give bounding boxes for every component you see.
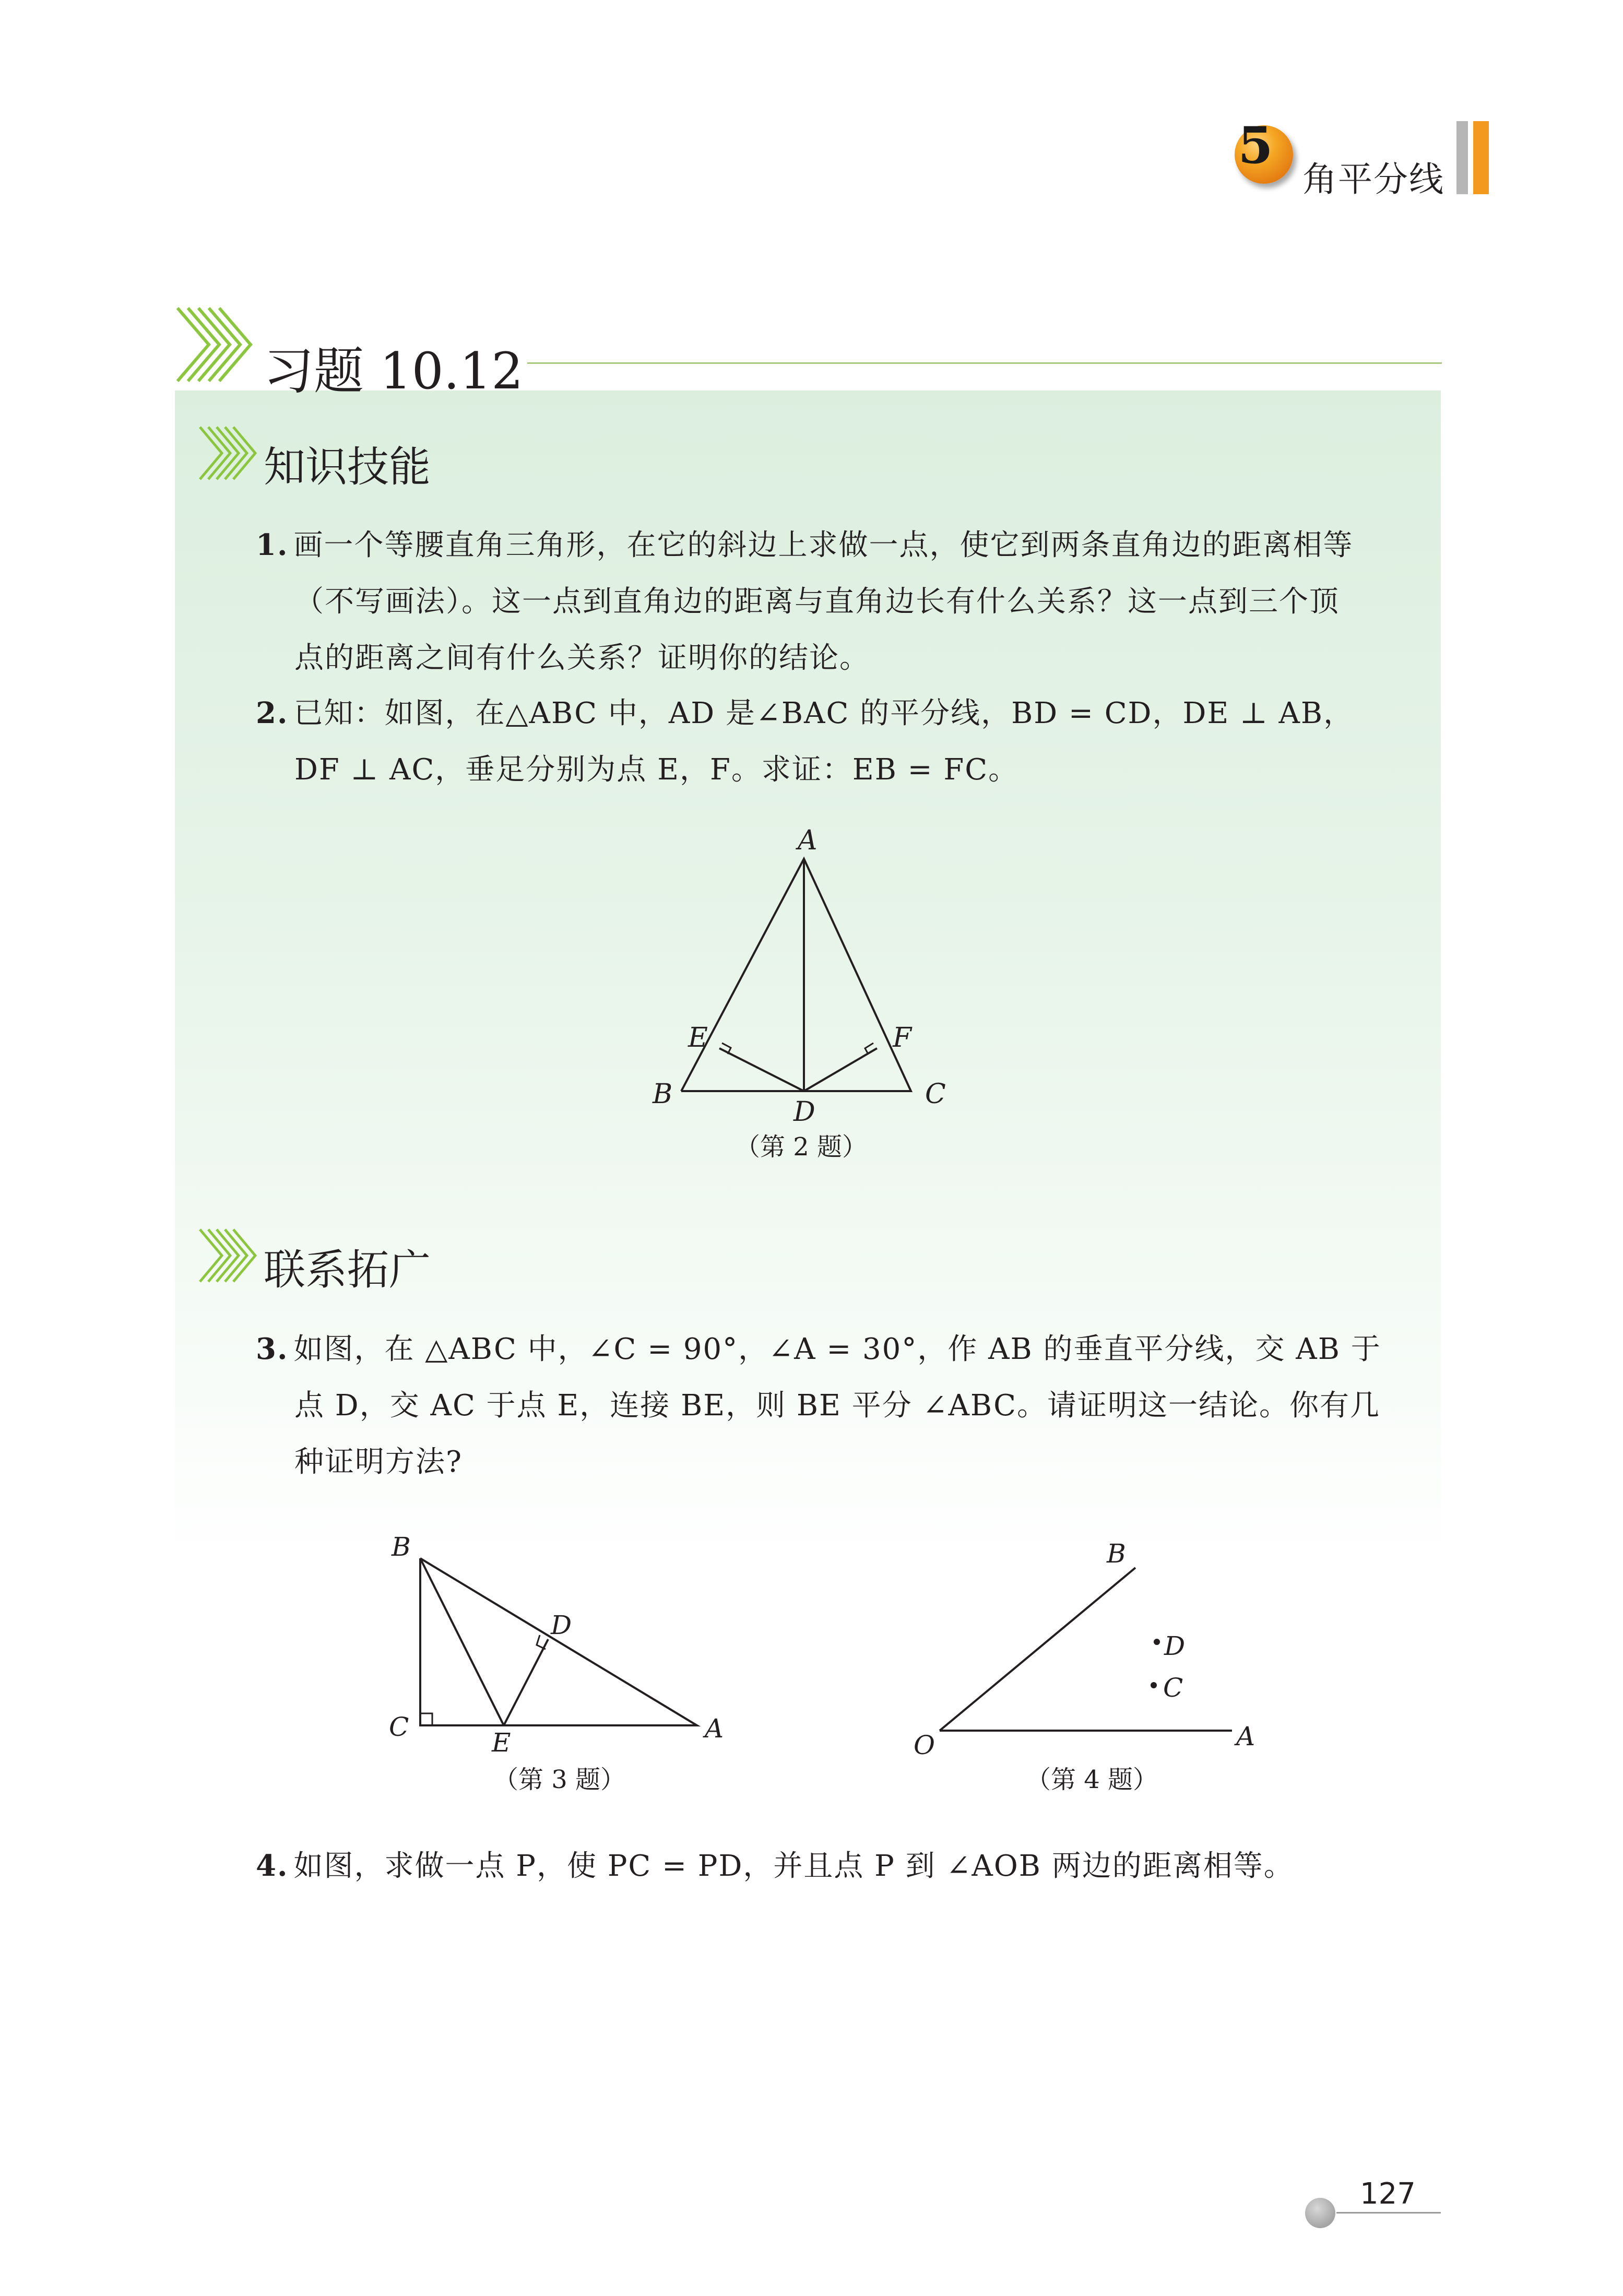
figure-4-caption: （第 4 题）: [1026, 1765, 1158, 1794]
figure-3: [376, 1527, 752, 1757]
problem-text: DF ⊥ AC，垂足分别为点 E，F。求证：EB = FC。: [294, 753, 1019, 787]
problem-4: [256, 1838, 1430, 1895]
problem-text: （不写画法）。这一点到直角边的距离与直角边长有什么关系？这一点到三个顶: [294, 585, 1340, 619]
problem-text: 画一个等腰直角三角形，在它的斜边上求做一点，使它到两条直角边的距离相等: [293, 528, 1354, 562]
figure-3-caption: （第 3 题）: [493, 1765, 626, 1794]
page-number: 127: [1360, 2177, 1416, 2211]
problem-number: 4.: [256, 1849, 289, 1883]
label-c: C: [389, 1712, 409, 1742]
label-c: C: [925, 1079, 946, 1110]
figure-2: [642, 822, 966, 1130]
problem-text: 如图，在 △ABC 中，∠C = 90°，∠A = 30°，作 AB 的垂直平分线，交 AB 于: [293, 1332, 1381, 1366]
chapter-title: 角平分线: [1302, 159, 1444, 199]
problem-number: 3.: [256, 1332, 289, 1366]
label-c: C: [1163, 1673, 1183, 1703]
title-chevron-icon: [172, 300, 261, 389]
label-f: F: [893, 1022, 912, 1054]
problem-2: [256, 685, 1430, 798]
problem-text: 如图，求做一点 P，使 PC = PD，并且点 P 到 ∠AOB 两边的距离相等。: [293, 1849, 1294, 1883]
section-chevron-icon: [196, 1224, 261, 1287]
exercise-title-prefix: 习题: [264, 342, 364, 400]
chapter-tab-bar-gray: [1456, 121, 1468, 194]
problem-text: 点 D，交 AC 于点 E，连接 BE，则 BE 平分 ∠ABC。请证明这一结论。你有几: [294, 1389, 1380, 1423]
label-a: A: [798, 825, 818, 856]
section-title-skills: 知识技能: [264, 443, 431, 491]
chapter-number: 5: [1238, 116, 1273, 175]
segment-de: [719, 1048, 804, 1091]
label-d: D: [551, 1610, 572, 1640]
label-d: D: [1164, 1631, 1186, 1661]
label-b: B: [1107, 1538, 1126, 1569]
segment-de: [504, 1639, 548, 1725]
chapter-tab-bar-orange: [1473, 121, 1489, 194]
label-b: B: [392, 1532, 411, 1562]
figure-2-caption: （第 2 题）: [735, 1132, 868, 1162]
label-o: O: [914, 1730, 935, 1757]
page-dot-icon: [1305, 2198, 1335, 2228]
section-title-extension: 联系拓广: [264, 1246, 431, 1294]
exercise-title-number: 10.12: [380, 342, 524, 400]
point-d: [1154, 1639, 1160, 1645]
problem-1: [256, 517, 1430, 687]
figure-4: [898, 1527, 1274, 1757]
label-d: D: [793, 1096, 815, 1128]
label-e: E: [688, 1022, 708, 1054]
problem-text: 已知：如图，在△ABC 中，AD 是∠BAC 的平分线，BD = CD，DE ⊥ AB，: [293, 696, 1354, 730]
title-rule: [527, 362, 1442, 364]
page-rule: [1336, 2212, 1441, 2214]
problem-number: 2.: [256, 696, 289, 730]
segment-df: [804, 1048, 877, 1091]
exercise-title: [264, 332, 523, 403]
label-a: A: [705, 1713, 724, 1744]
problem-text: 种证明方法?: [294, 1445, 463, 1479]
triangle-abc: [681, 859, 911, 1091]
problem-text: 点的距离之间有什么关系？证明你的结论。: [294, 641, 870, 675]
label-b: B: [653, 1079, 673, 1110]
problem-3: [256, 1321, 1430, 1490]
label-a: A: [1236, 1721, 1255, 1751]
section-chevron-icon: [196, 422, 261, 484]
label-e: E: [492, 1727, 511, 1757]
right-angle-c: [420, 1713, 432, 1725]
ray-ob: [940, 1568, 1135, 1731]
point-c: [1151, 1682, 1157, 1688]
problem-number: 1.: [256, 528, 289, 562]
